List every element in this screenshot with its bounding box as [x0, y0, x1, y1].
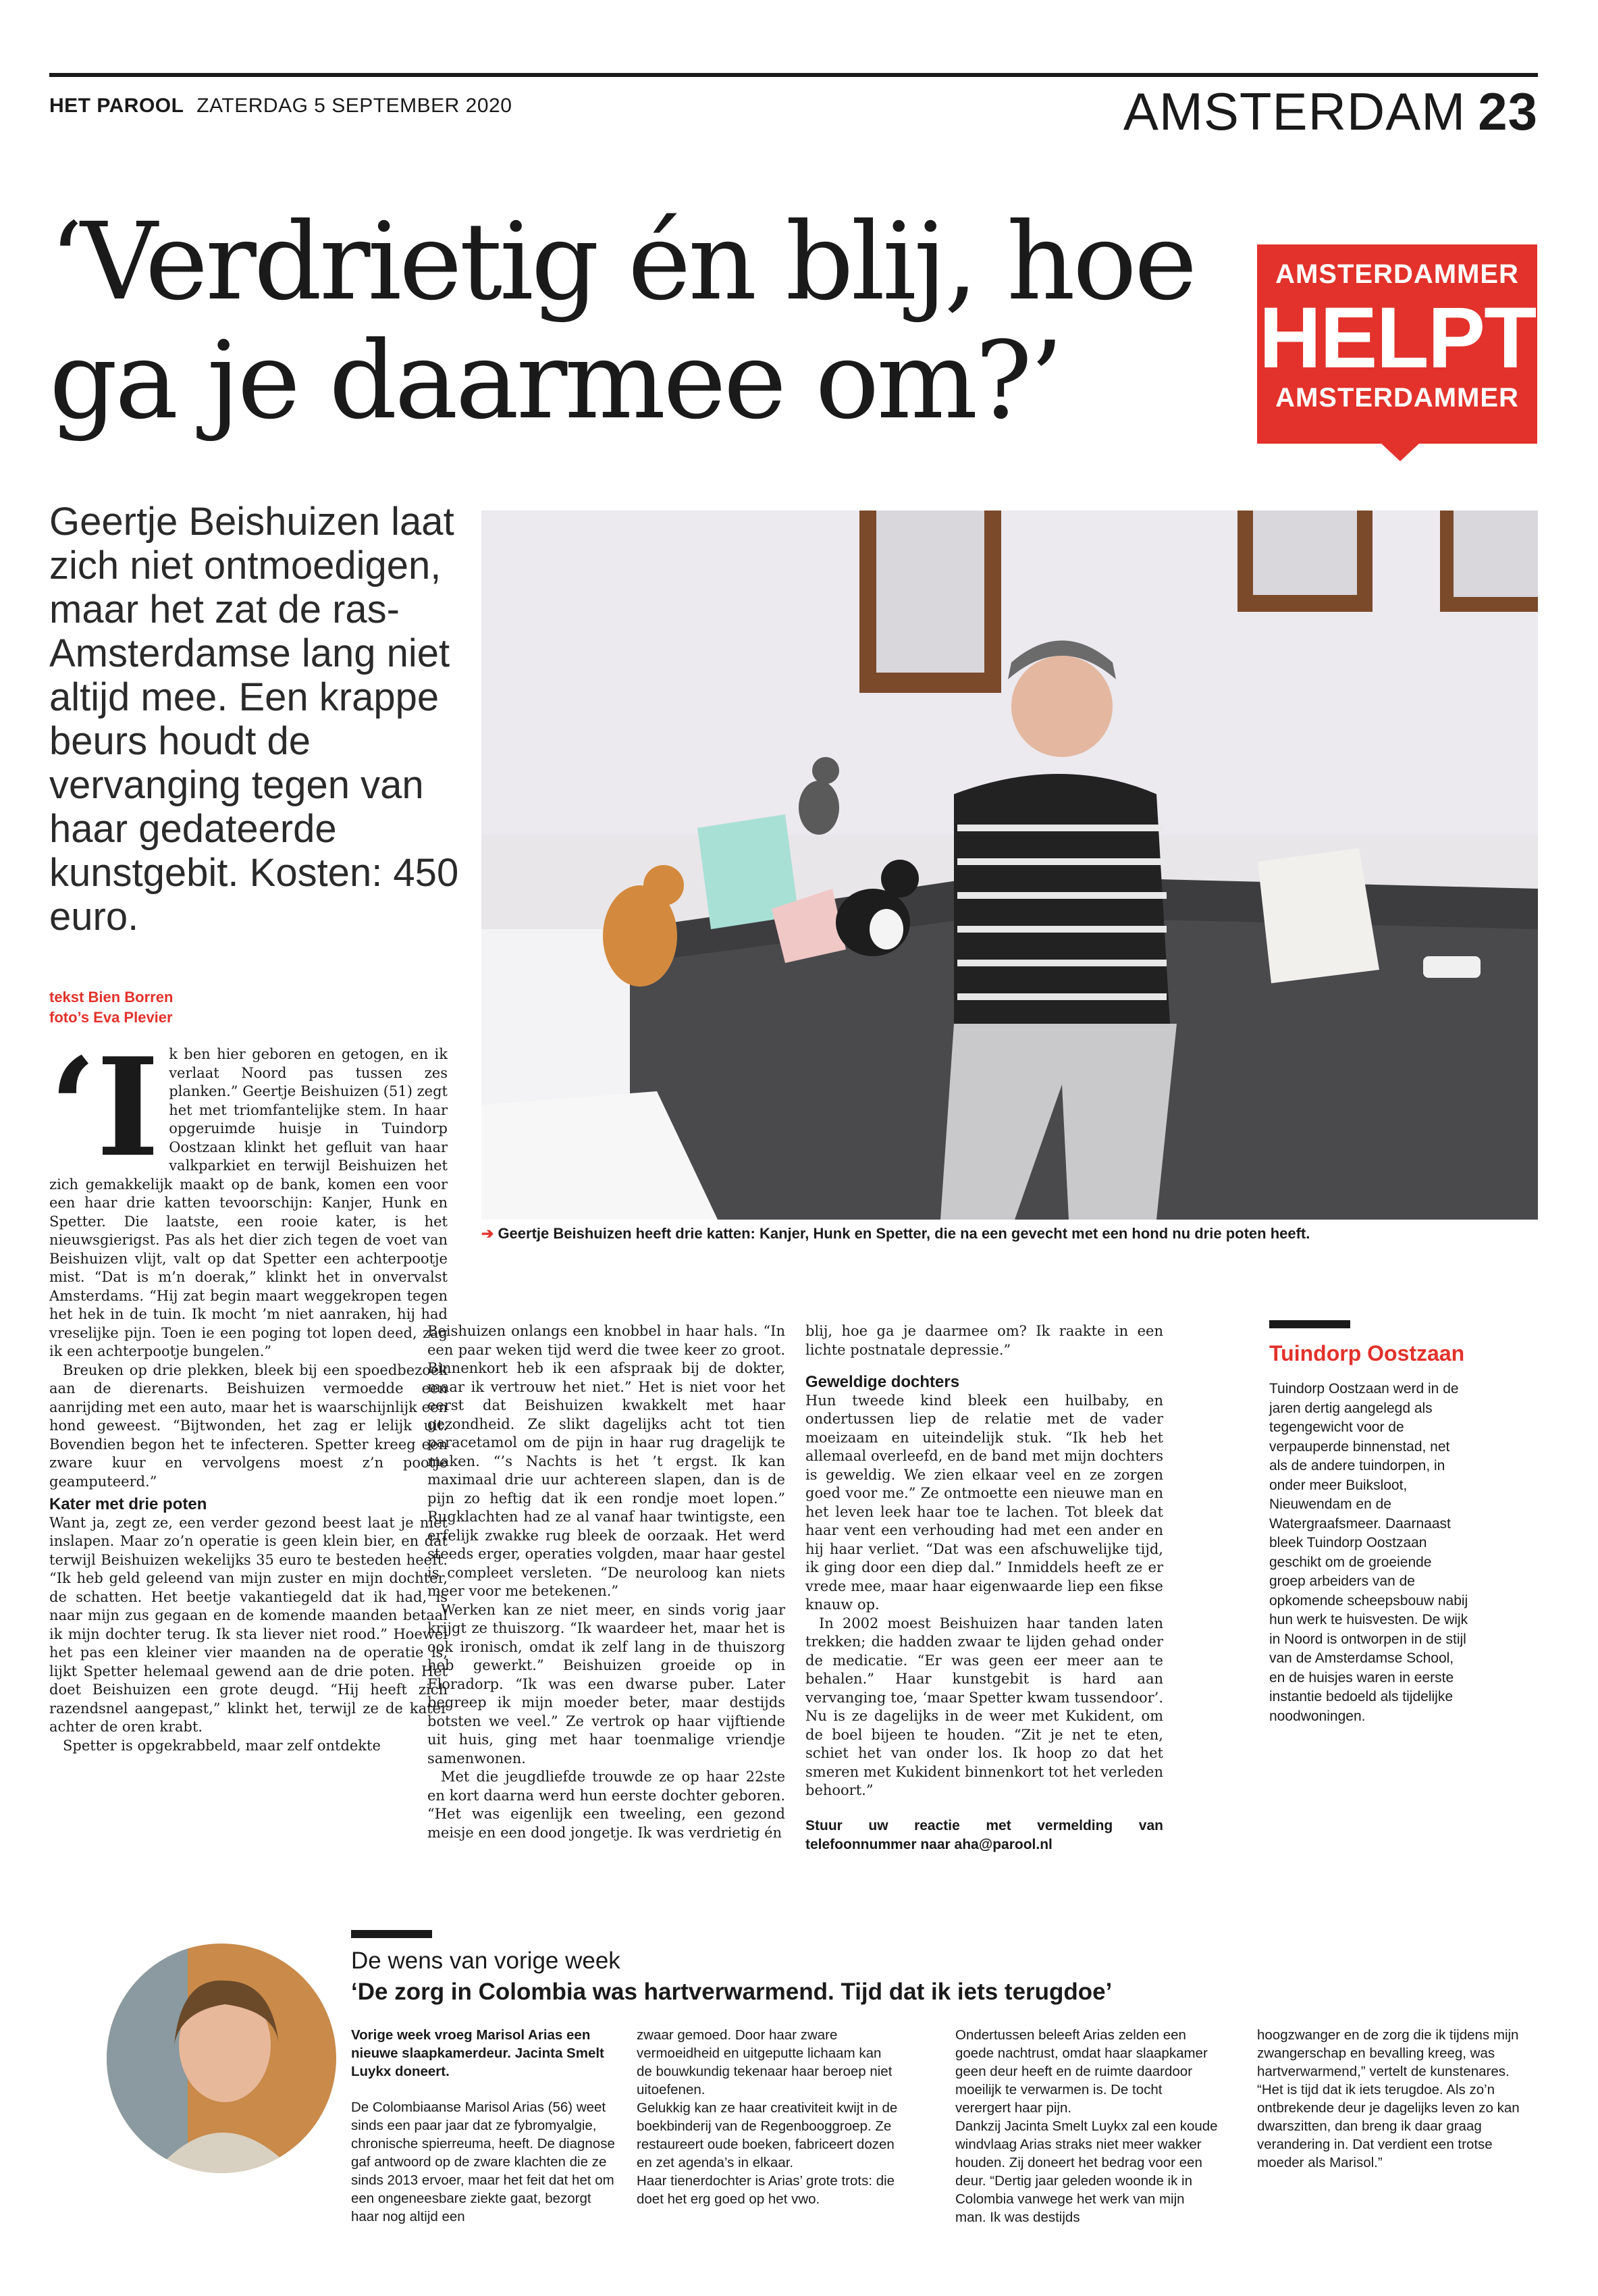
contact-note: Stuur uw reactie met vermelding van telefoonnummer naar aha@parool.nl [805, 1817, 1163, 1852]
section-name: AMSTERDAM [1123, 82, 1466, 141]
logo-line-3: AMSTERDAMMER [1275, 383, 1519, 413]
sidebar-tuindorp [1269, 1320, 1472, 1726]
caption-arrow-icon: ➔ [481, 1225, 494, 1242]
photo-illustration [481, 511, 1538, 1220]
top-rule [49, 73, 1538, 77]
wens-paragraph: hoogzwanger en de zorg die ik tijdens mijn zwangerschap en bevalling kreeg, was hartverwarmend,” vertelt de kunstenares. [1257, 2027, 1519, 2079]
wens-paragraph: Haar tienerdochter is Arias’ grote trots: die doet het erg goed op het vwo. [637, 2173, 895, 2207]
section-header [1123, 81, 1538, 142]
wens-lead: Vorige week vroeg Marisol Arias een nieuwe slaapkamerdeur. Jacinta Smelt Luykx doneert. [351, 2027, 604, 2079]
article-paragraph: Hun tweede kind bleek een huilbaby, en ondertussen liep de relatie met de vader moeizaam en uiteindelijk stuk. “Ik heb het allemaal overleefd, en de band met mijn dochters is geweldig. We zien elkaar veel en ze zorgen goed voor me.” Ze ontmoette een nieuwe man en het leven leek haar toe te lachen. Tot bleek dat haar vent een verhouding had met een ander en hij haar verliet. “Dat was een afschuwelijke tijd, ik ging door een diep dal.” Inmiddels heeft ze er vrede mee, maar haar eigenwaarde liep een fikse knauw op. [805, 1392, 1163, 1613]
article-paragraph: Breuken op drie plekken, bleek bij een spoedbezoek aan de dierenarts. Beishuizen vermoedde een aanrijding met een auto, maar het is waarschijnlijk een hond geweest. “Bijtwonden, het zag er lelijk uit. Bovendien begon het te infecteren. Spetter kreeg een zware kuur en vervolgens moest z’n pootje geamputeerd.” [49, 1361, 448, 1490]
wens-column-2 [637, 2026, 900, 2208]
caption-text: Geertje Beishuizen heeft drie katten: Kanjer, Hunk en Spetter, die na een gevecht met een hond nu drie poten heeft. [498, 1225, 1310, 1242]
subheading: Geweldige dochters [805, 1373, 960, 1391]
article-column-3 [805, 1322, 1163, 1854]
logo-speech-tail [1380, 442, 1420, 461]
wens-column-1 [351, 2026, 621, 2226]
article-paragraph: Want ja, zegt ze, een verder gezond beest laat je niet inslapen. Maar zo’n operatie is geen klein bier, en dat terwijl Beishuizen wekelijks 35 euro te besteden heeft. “Ik heb geld geleend van mijn zuster en mijn dochter, de schatten. Het beetje vakantiegeld dat ik had, is naar mijn zus gegaan en de komende maanden betaal ik mijn dochter terug. Ik sta liever niet rood.” Hoewel het pas een kleiner vier maanden na de operatie is, lijkt Spetter helemaal gewend aan de drie poten. Het doet Beishuizen een grote deugd. “Hij heeft zich razendsnel aangepast,” klinkt het, terwijl ze de kater achter de oren krabt. [49, 1514, 448, 1735]
logo-line-2: HELPT [1258, 290, 1536, 386]
paper-name: HET PAROOL [49, 95, 184, 117]
dropcap: ‘I [49, 1028, 160, 1187]
article-paragraph: Werken kan ze niet meer, en sinds vorig jaar krijgt ze thuiszorg. “Ik waardeer het, maar het is ook ironisch, omdat ik zelf lang in de thuiszorg heb gewerkt.” Beishuizen groeide op in Floradorp. “Ik was een dwarse puber. Later begreep ik mijn moeder beter, maar destijds botsten we veel.” Ze vertrok op haar vijftiende uit huis, ging met haar toenmalige vriendje samenwonen. [427, 1601, 785, 1767]
wens-paragraph: De Colombiaanse Marisol Arias (56) weet sinds een paar jaar dat ze fybromyalgie, chronische spierreuma, heeft. De diagnose gaf antwoord op de zware klachten die ze sinds 2013 ervoer, maar het feit dat het om een ongeneesbare ziekte gaat, bezorgt haar nog altijd een [351, 2099, 615, 2224]
portrait-photo [107, 1943, 336, 2173]
article-paragraph: Spetter is opgekrabbeld, maar zelf ontdekte [63, 1737, 381, 1754]
article-column-2 [427, 1322, 785, 1842]
masthead [49, 95, 512, 118]
wens-label: De wens van vorige week [351, 1948, 620, 1974]
logo-line-1: AMSTERDAMMER [1275, 259, 1519, 289]
wens-paragraph: Dankzij Jacinta Smelt Luykx zal een koude windvlaag Arias straks niet meer wakker houden. Zij doneert het bedrag voor een deur. “Dertig jaar geleden woonde ik in Colombia vanwege het werk van mijn man. Ik was destijds [955, 2118, 1218, 2225]
main-photo [481, 511, 1538, 1220]
photo-credit: foto’s Eva Plevier [49, 1009, 173, 1026]
wens-column-4 [1257, 2026, 1537, 2172]
article-paragraph: In 2002 moest Beishuizen haar tanden laten trekken; die hadden zwaar te lijden gehad onder de medicatie. “Er was geen eer meer aan te behalen.” Haar kunstgebit is hard aan vervanging toe, ‘maar Spetter kwam tussendoor’. Nu is ze dagelijks in de weer met Kukident, om de boel bijeen te houden. “Zit je net te eten, schiet het van onder los. Ik hoop zo dat het smeren met Kukident binnenkort tot het verleden behoort.” [805, 1615, 1163, 1798]
sidebar-rule [1269, 1320, 1350, 1328]
article-paragraph: Beishuizen onlangs een knobbel in haar hals. “In een paar weken tijd werd die twee keer zo groot. Binnenkort heb ik een afspraak bij de dokter, maar ik vertrouw het niet.” Het is niet voor het eerst dat Beishuizen kwakkelt met haar gezondheid. Ze slikt dagelijks acht tot tien paracetamol om de pijn in haar rug dragelijk te maken. “’s Nachts is het ’t ergst. Ik kan maximaal drie uur achtereen slapen, dan is de pijn zo heftig dat ik een rondje moet lopen.” Rugklachten had ze al vanaf haar twintigste, een erfelijk zwakke rug bleek de oorzaak. Het werd steeds erger, operaties volgden, maar haar gestel is compleet versleten. “De neuroloog kan niets meer voor me betekenen.” [427, 1323, 785, 1599]
subheading: Kater met drie poten [49, 1495, 207, 1513]
wens-paragraph: Gelukkig kan ze haar creativiteit kwijt in de boekbinderij van de Regenbooggroep. Ze restaureert oude boeken, fabriceert dozen en zet agenda’s in elkaar. [637, 2100, 898, 2170]
article-paragraph: Met die jeugdliefde trouwde ze op haar 22ste en kort daarna werd hun eerste dochter geboren. “Het was eigenlijk een tweeling, een gezond meisje en een dood jongetje. Ik was verdrietig én [427, 1769, 785, 1841]
headline: ‘Verdrietig én blij, hoe ga je daarmee om?’ [49, 200, 1195, 443]
wens-paragraph: Ondertussen beleeft Arias zelden een goede nachtrust, omdat haar slaapkamer geen deur heeft en de ruimte daardoor moeilijk te verwarmen is. De tocht verergert haar pijn. [955, 2027, 1208, 2116]
text-credit: tekst Bien Borren [49, 989, 174, 1006]
wens-quote: ‘De zorg in Colombia was hartverwarmend. Tijd dat ik iets terugdoe’ [351, 1979, 1113, 2005]
wens-rule [351, 1930, 432, 1938]
photo-caption [481, 1225, 1535, 1243]
sidebar-text: Tuindorp Oostzaan werd in de jaren dertig aangelegd als tegengewicht voor de verpauperde binnenstad, net als de andere tuindorpen, in onder meer Buiksloot, Nieuwendam en de Watergraafsmeer. Daarnaast bleek Tuindorp Oostzaan geschikt om de groeiende groep arbeiders van de opkomende scheepsbouw nabij hun werk te huisvesten. De wijk in Noord is ontworpen in de stijl van de Amsterdamse School, en de huisjes waren in eerste instantie bedoeld als tijdelijke noodwoningen. [1269, 1381, 1468, 1724]
portrait-illustration [107, 1943, 336, 2173]
wens-paragraph: “Het is tijd dat ik iets terugdoe. Als zo’n ontbrekende deur je dagelijks leven zo kan dwarszitten, dan breng ik daar graag verandering in. Dat verdient een trotse moeder als Marisol.” [1257, 2082, 1520, 2170]
article-paragraph: k ben hier geboren en getogen, en ik verlaat Noord pas tussen zes planken.” Geertje Beishuizen (51) zegt het met triomfantelijke stem. In haar opgeruimde huisje in Tuindorp Oostzaan klinkt het gefluit van haar valkparkiet en terwijl Beishuizen het zich gemakkelijk maakt op de bank, komen een voor een haar drie katten tevoorschijn: Kanjer, Hunk en Spetter. Die laatste, een rooie kater, is het nieuwsgierigst. Pas als het dier zich tegen de voet van Beishuizen vlijt, valt op dat Spetter een achterpootje mist. “Dat is m’n doerak,” klinkt het in onvervalst Amsterdams. “Hij zat begin maart weggekropen tegen het hek in de tuin. Ik mocht ’m niet aanraken, hij had vreselijke pijn. Toen ie een poging tot lopen deed, zag ik een achterpootje bungelen.” [49, 1046, 448, 1359]
issue-date: ZATERDAG 5 SEPTEMBER 2020 [196, 95, 512, 117]
article-paragraph: blij, hoe ga je daarmee om? Ik raakte in een lichte postnatale depressie.” [805, 1323, 1163, 1358]
wens-paragraph: zwaar gemoed. Door haar zware vermoeidheid en uitgeputte lichaam kan de bouwkundig tekenaar haar beroep niet uitoefenen. [637, 2027, 893, 2097]
intro-text: Geertje Beishuizen laat zich niet ontmoedigen, maar het zat de ras-Amsterdamse lang niet altijd mee. Een krappe beurs houdt de vervanging tegen van haar gedateerde kunstgebit. Kosten: 450 euro. [49, 500, 459, 939]
wens-column-3 [955, 2026, 1219, 2226]
credits [49, 987, 173, 1028]
sidebar-title: Tuindorp Oostzaan [1269, 1341, 1465, 1365]
amsterdammer-helpt-logo [1257, 244, 1537, 444]
page-number: 23 [1478, 82, 1538, 141]
article-column-1 [49, 1028, 448, 1755]
